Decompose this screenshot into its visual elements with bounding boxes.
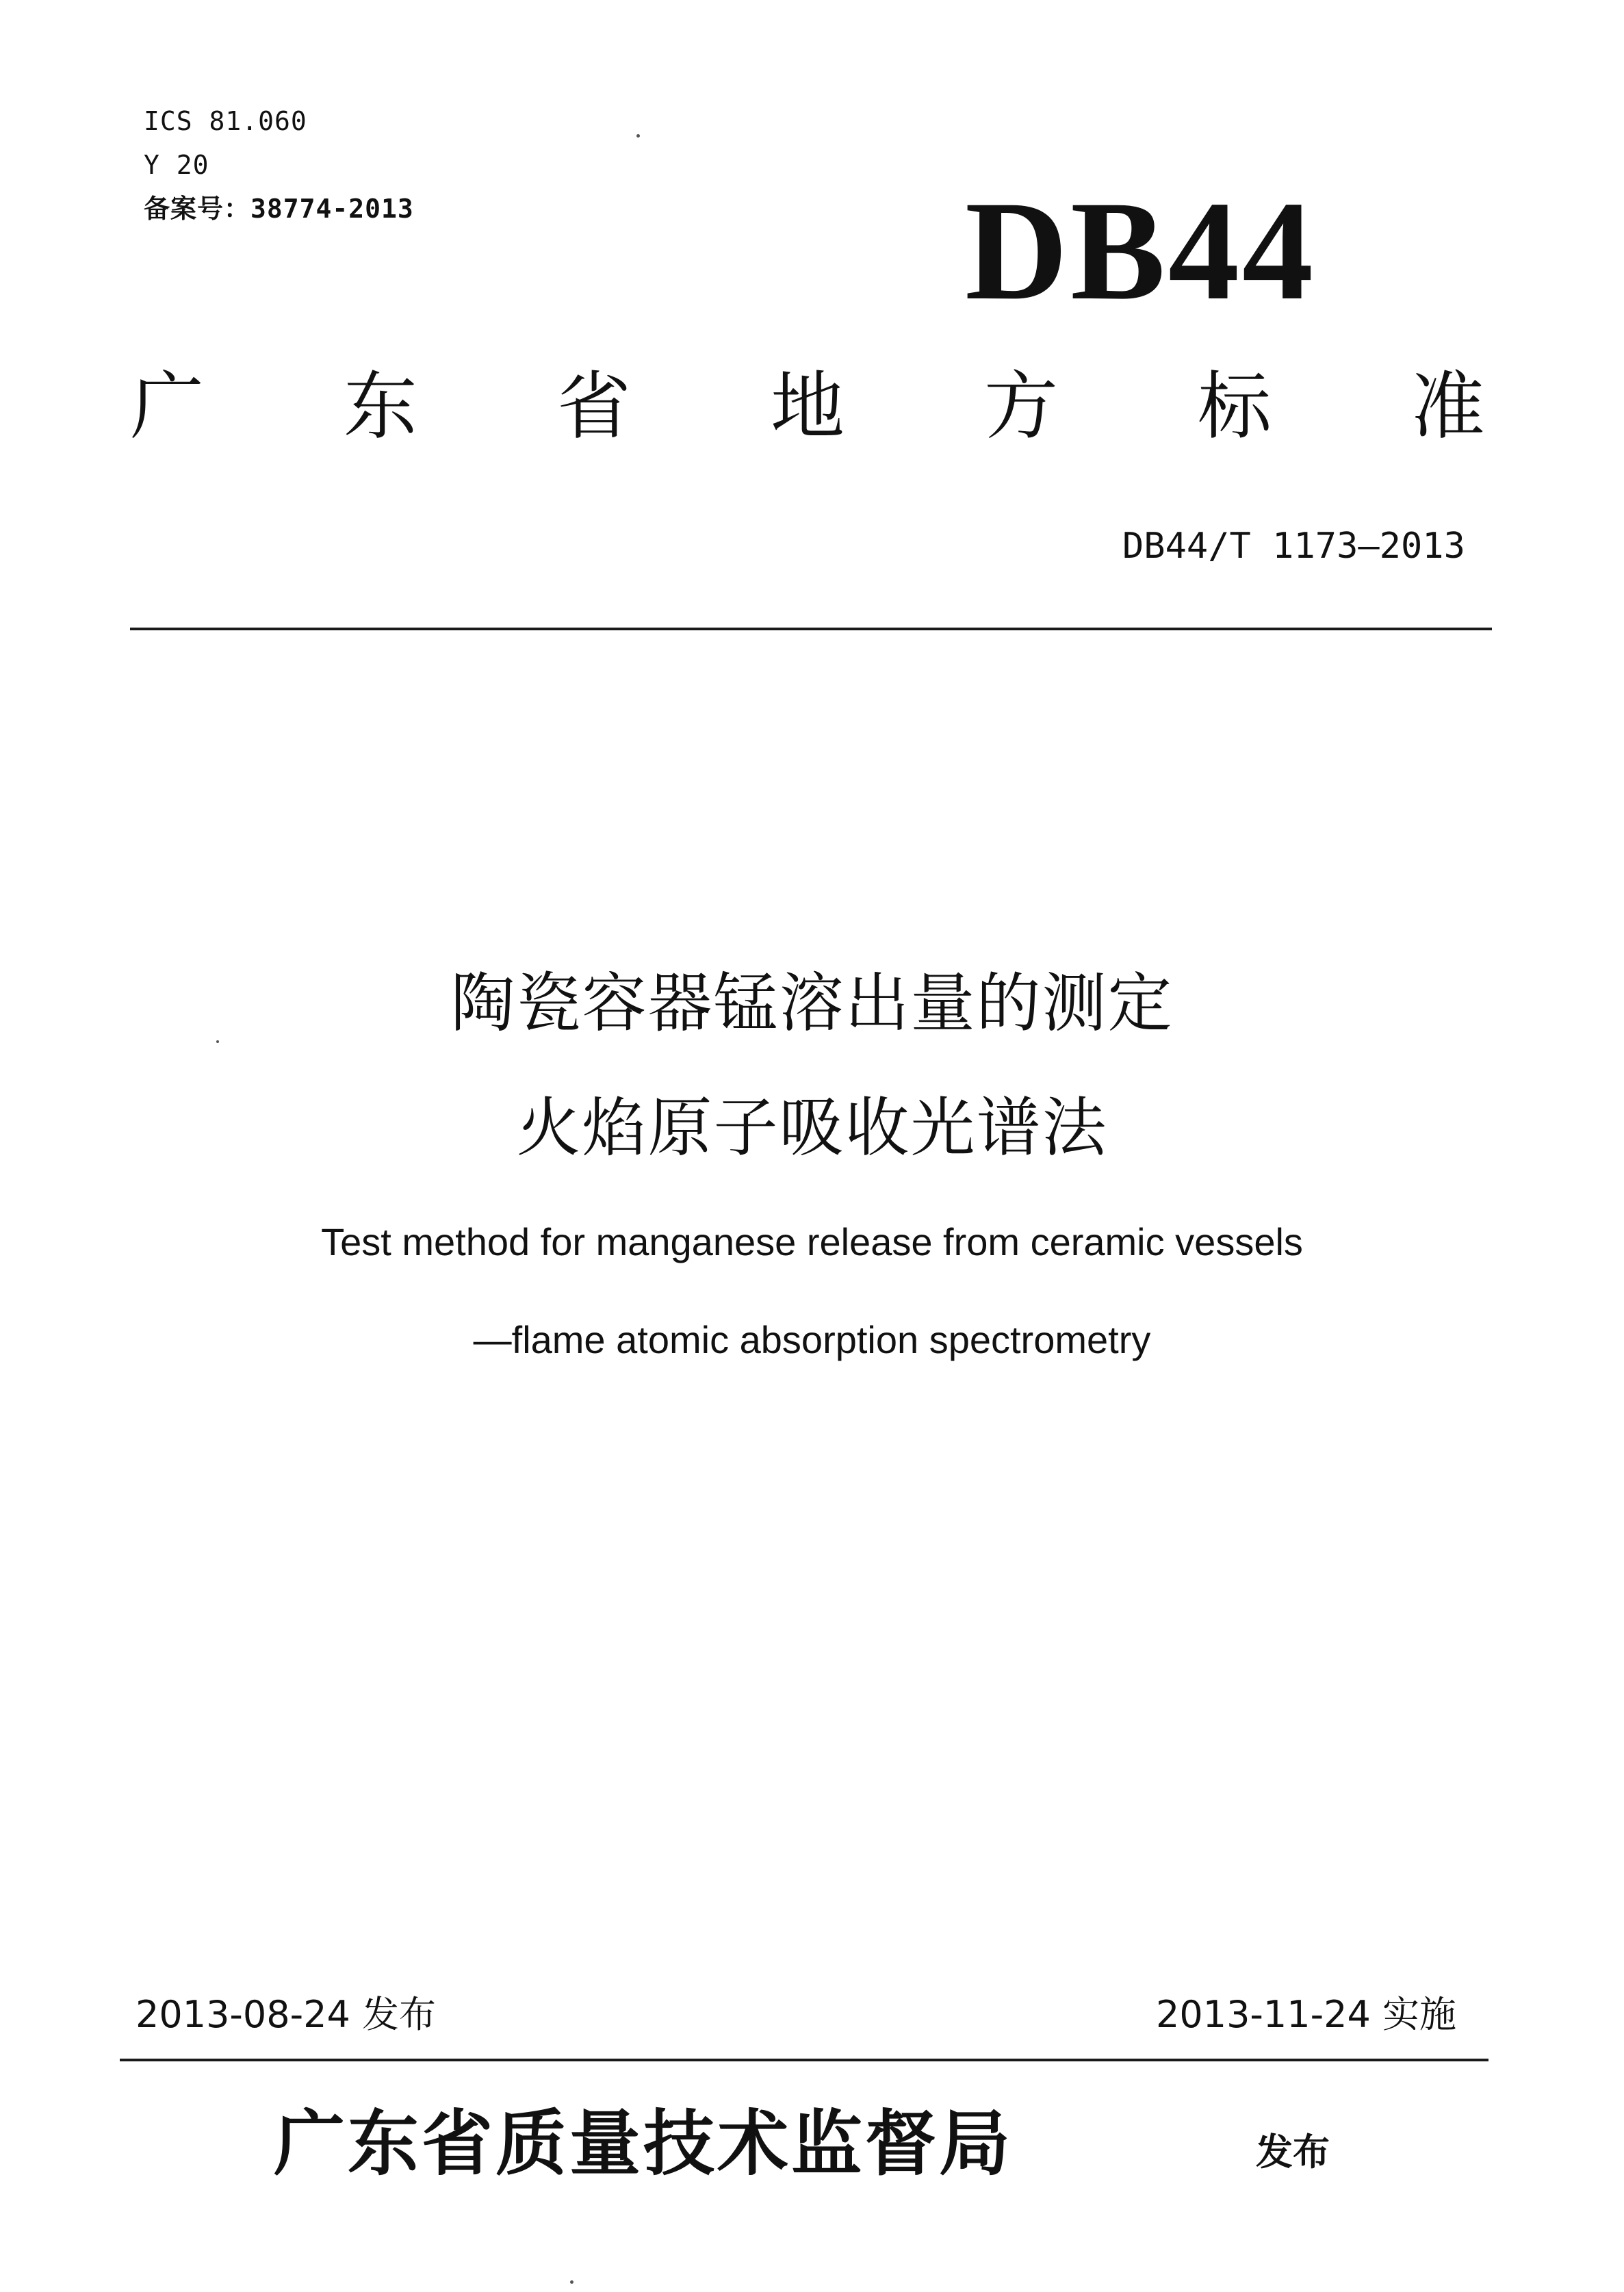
standard-type-char: 广	[130, 364, 205, 450]
title-english-line1: Test method for manganese release from ceramic vessels	[321, 1220, 1303, 1263]
bottom-divider	[120, 2059, 1488, 2061]
db44-mark: DB44	[965, 172, 1316, 329]
standard-type-char: 地	[770, 364, 845, 450]
standard-type-char: 方	[983, 364, 1058, 450]
issue-date: 2013-08-24 发布	[136, 1993, 436, 2036]
standard-type-char: 东	[343, 364, 417, 450]
registration-number: 备案号：38774-2013	[144, 194, 414, 224]
standard-type-heading	[130, 366, 1485, 448]
scan-speck	[570, 2280, 573, 2284]
issuing-authority: 广东省质量技术监督局	[274, 2101, 1014, 2185]
ccs-code: Y 20	[144, 150, 209, 180]
scan-speck	[216, 1040, 219, 1043]
title-chinese-line2: 火焰原子吸收光谱法	[516, 1091, 1108, 1166]
title-english-line2: —flame atomic absorption spectrometry	[473, 1318, 1151, 1361]
standard-code: DB44/T 1173—2013	[1122, 526, 1465, 567]
standard-type-char: 标	[1197, 364, 1272, 450]
ics-code: ICS 81.060	[144, 106, 307, 136]
implementation-date: 2013-11-24 实施	[1156, 1993, 1456, 2036]
title-chinese-line1: 陶瓷容器锰溶出量的测定	[450, 966, 1174, 1041]
top-divider	[130, 628, 1492, 630]
standard-type-char: 省	[556, 364, 631, 450]
issuing-label: 发布	[1256, 2130, 1330, 2174]
scan-speck	[636, 134, 640, 138]
standard-type-char: 准	[1410, 364, 1485, 450]
